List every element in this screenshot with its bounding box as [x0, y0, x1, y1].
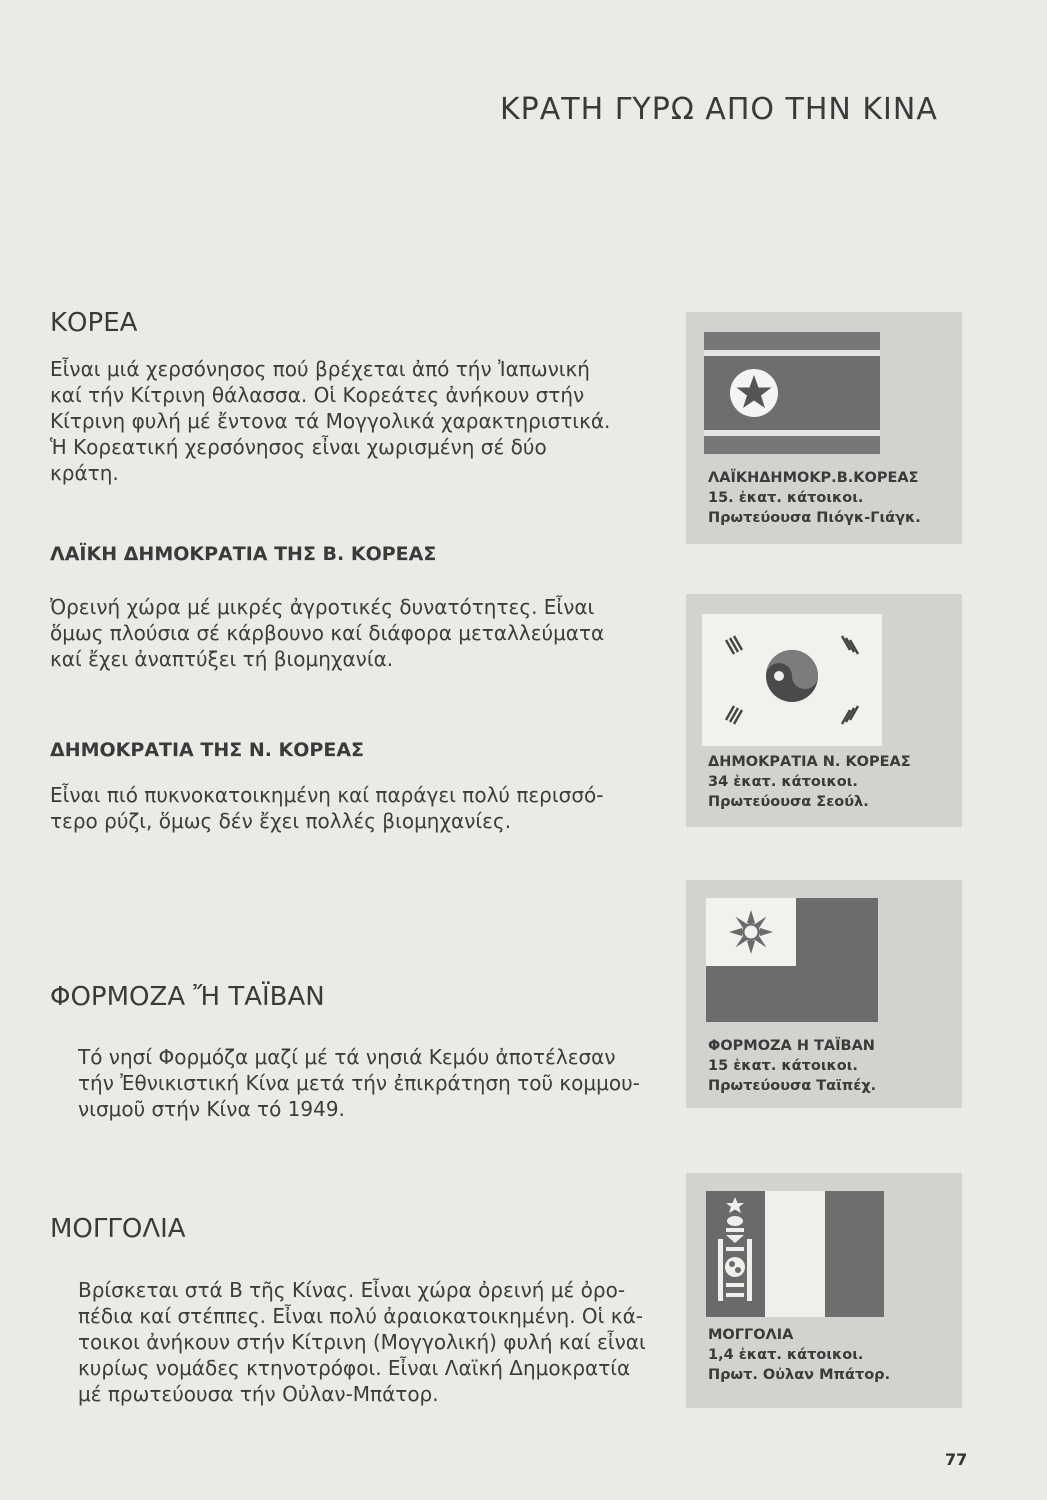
south-korea-heading: ΔΗΜΟΚΡΑΤΙΑ ΤΗΣ Ν. ΚΟΡΕΑΣ — [50, 739, 365, 761]
north-korea-flag-icon — [704, 332, 880, 454]
north-korea-text: Ὀρεινή χώρα μέ μικρές ἀγροτικές δυνατότητες. Εἶναι ὅμως πλούσια σέ κάρβουνο καί διάφορα μεταλλεύματα καί ἔχει ἀναπτύξει τή βιομηχανία. — [50, 595, 605, 671]
taiwan-flag-caption: ΦΟΡΜΟΖΑ Η ΤΑΪΒΑΝ 15 ἑκατ. κάτοικοι. Πρωτεύουσα Ταϊπέχ. — [708, 1038, 877, 1094]
north-korea-flag-card — [686, 312, 962, 544]
mongolia-flag-card — [686, 1173, 962, 1408]
mongolia-heading: ΜΟΓΓΟΛΙΑ — [50, 1214, 186, 1244]
mongolia-text: Βρίσκεται στά Β τῆς Κίνας. Εἶναι χώρα ὀρεινή μέ ὀρο- πέδια καί στέππες. Εἶναι πολύ ἀραιοκατοικημένη. Οἱ κά- τοικοι ἀνήκουν στήν Κίτρινη (Μογγολική) φυλή καί εἶναι κυρίως νομάδες κτηνοτρόφοι. Εἶναι Λαϊκή Δημοκρατία μέ πρωτεύουσα τήν Οὐλαν-Μπάτορ. — [78, 1278, 646, 1406]
mongolia-flag-caption: ΜΟΓΓΟΛΙΑ 1,4 ἑκατ. κάτοικοι. Πρωτ. Οὐλαν Μπάτορ. — [708, 1327, 891, 1383]
page-number: 77 — [945, 1450, 968, 1469]
mongolia-flag-icon — [706, 1191, 884, 1317]
north-korea-heading: ΛΑΪΚΗ ΔΗΜΟΚΡΑΤΙΑ ΤΗΣ Β. ΚΟΡΕΑΣ — [50, 543, 437, 565]
south-korea-flag-icon — [702, 614, 882, 746]
south-korea-flag-caption: ΔΗΜΟΚΡΑΤΙΑ Ν. ΚΟΡΕΑΣ 34 ἑκατ. κάτοικοι. Πρωτεύουσα Σεούλ. — [708, 754, 911, 810]
taiwan-flag-card — [686, 880, 962, 1108]
south-korea-flag-card — [686, 594, 962, 827]
formosa-heading: ΦΟΡΜΟΖΑ Ἤ ΤΑΪΒΑΝ — [50, 982, 325, 1012]
korea-intro-text: Εἶναι μιά χερσόνησος πού βρέχεται ἀπό τήν Ἰαπωνική καί τήν Κίτρινη θάλασσα. Οἱ Κορεάτες ἀνήκουν στήν Κίτρινη φυλή μέ ἔντονα τά Μογγολικά χαρακτηριστικά. Ἡ Κορεατική χερσόνησος εἶναι χωρισμένη σέ δύο κράτη. — [50, 357, 611, 485]
south-korea-text: Εἶναι πιό πυκνοκατοικημένη καί παράγει πολύ περισσό- τερο ρύζι, ὅμως δέν ἔχει πολλές βιομηχανίες. — [50, 783, 604, 833]
north-korea-flag-caption: ΛΑΪΚΗΔΗΜΟΚΡ.Β.ΚΟΡΕΑΣ 15. ἑκατ. κάτοικοι. Πρωτεύουσα Πιόγκ-Γιάγκ. — [708, 470, 921, 526]
taiwan-flag-icon — [706, 898, 878, 1022]
korea-heading: ΚΟΡΕΑ — [50, 308, 138, 338]
page-title: ΚΡΑΤΗ ΓΥΡΩ ΑΠΟ ΤΗΝ ΚΙΝΑ — [500, 92, 938, 127]
formosa-text: Τό νησί Φορμόζα μαζί μέ τά νησιά Κεμόυ ἀποτέλεσαν τήν Ἐθνικιστική Κίνα μετά τήν ἐπικράτηση τοῦ κομμου- νισμοῦ στήν Κίνα τό 1949. — [78, 1045, 640, 1121]
